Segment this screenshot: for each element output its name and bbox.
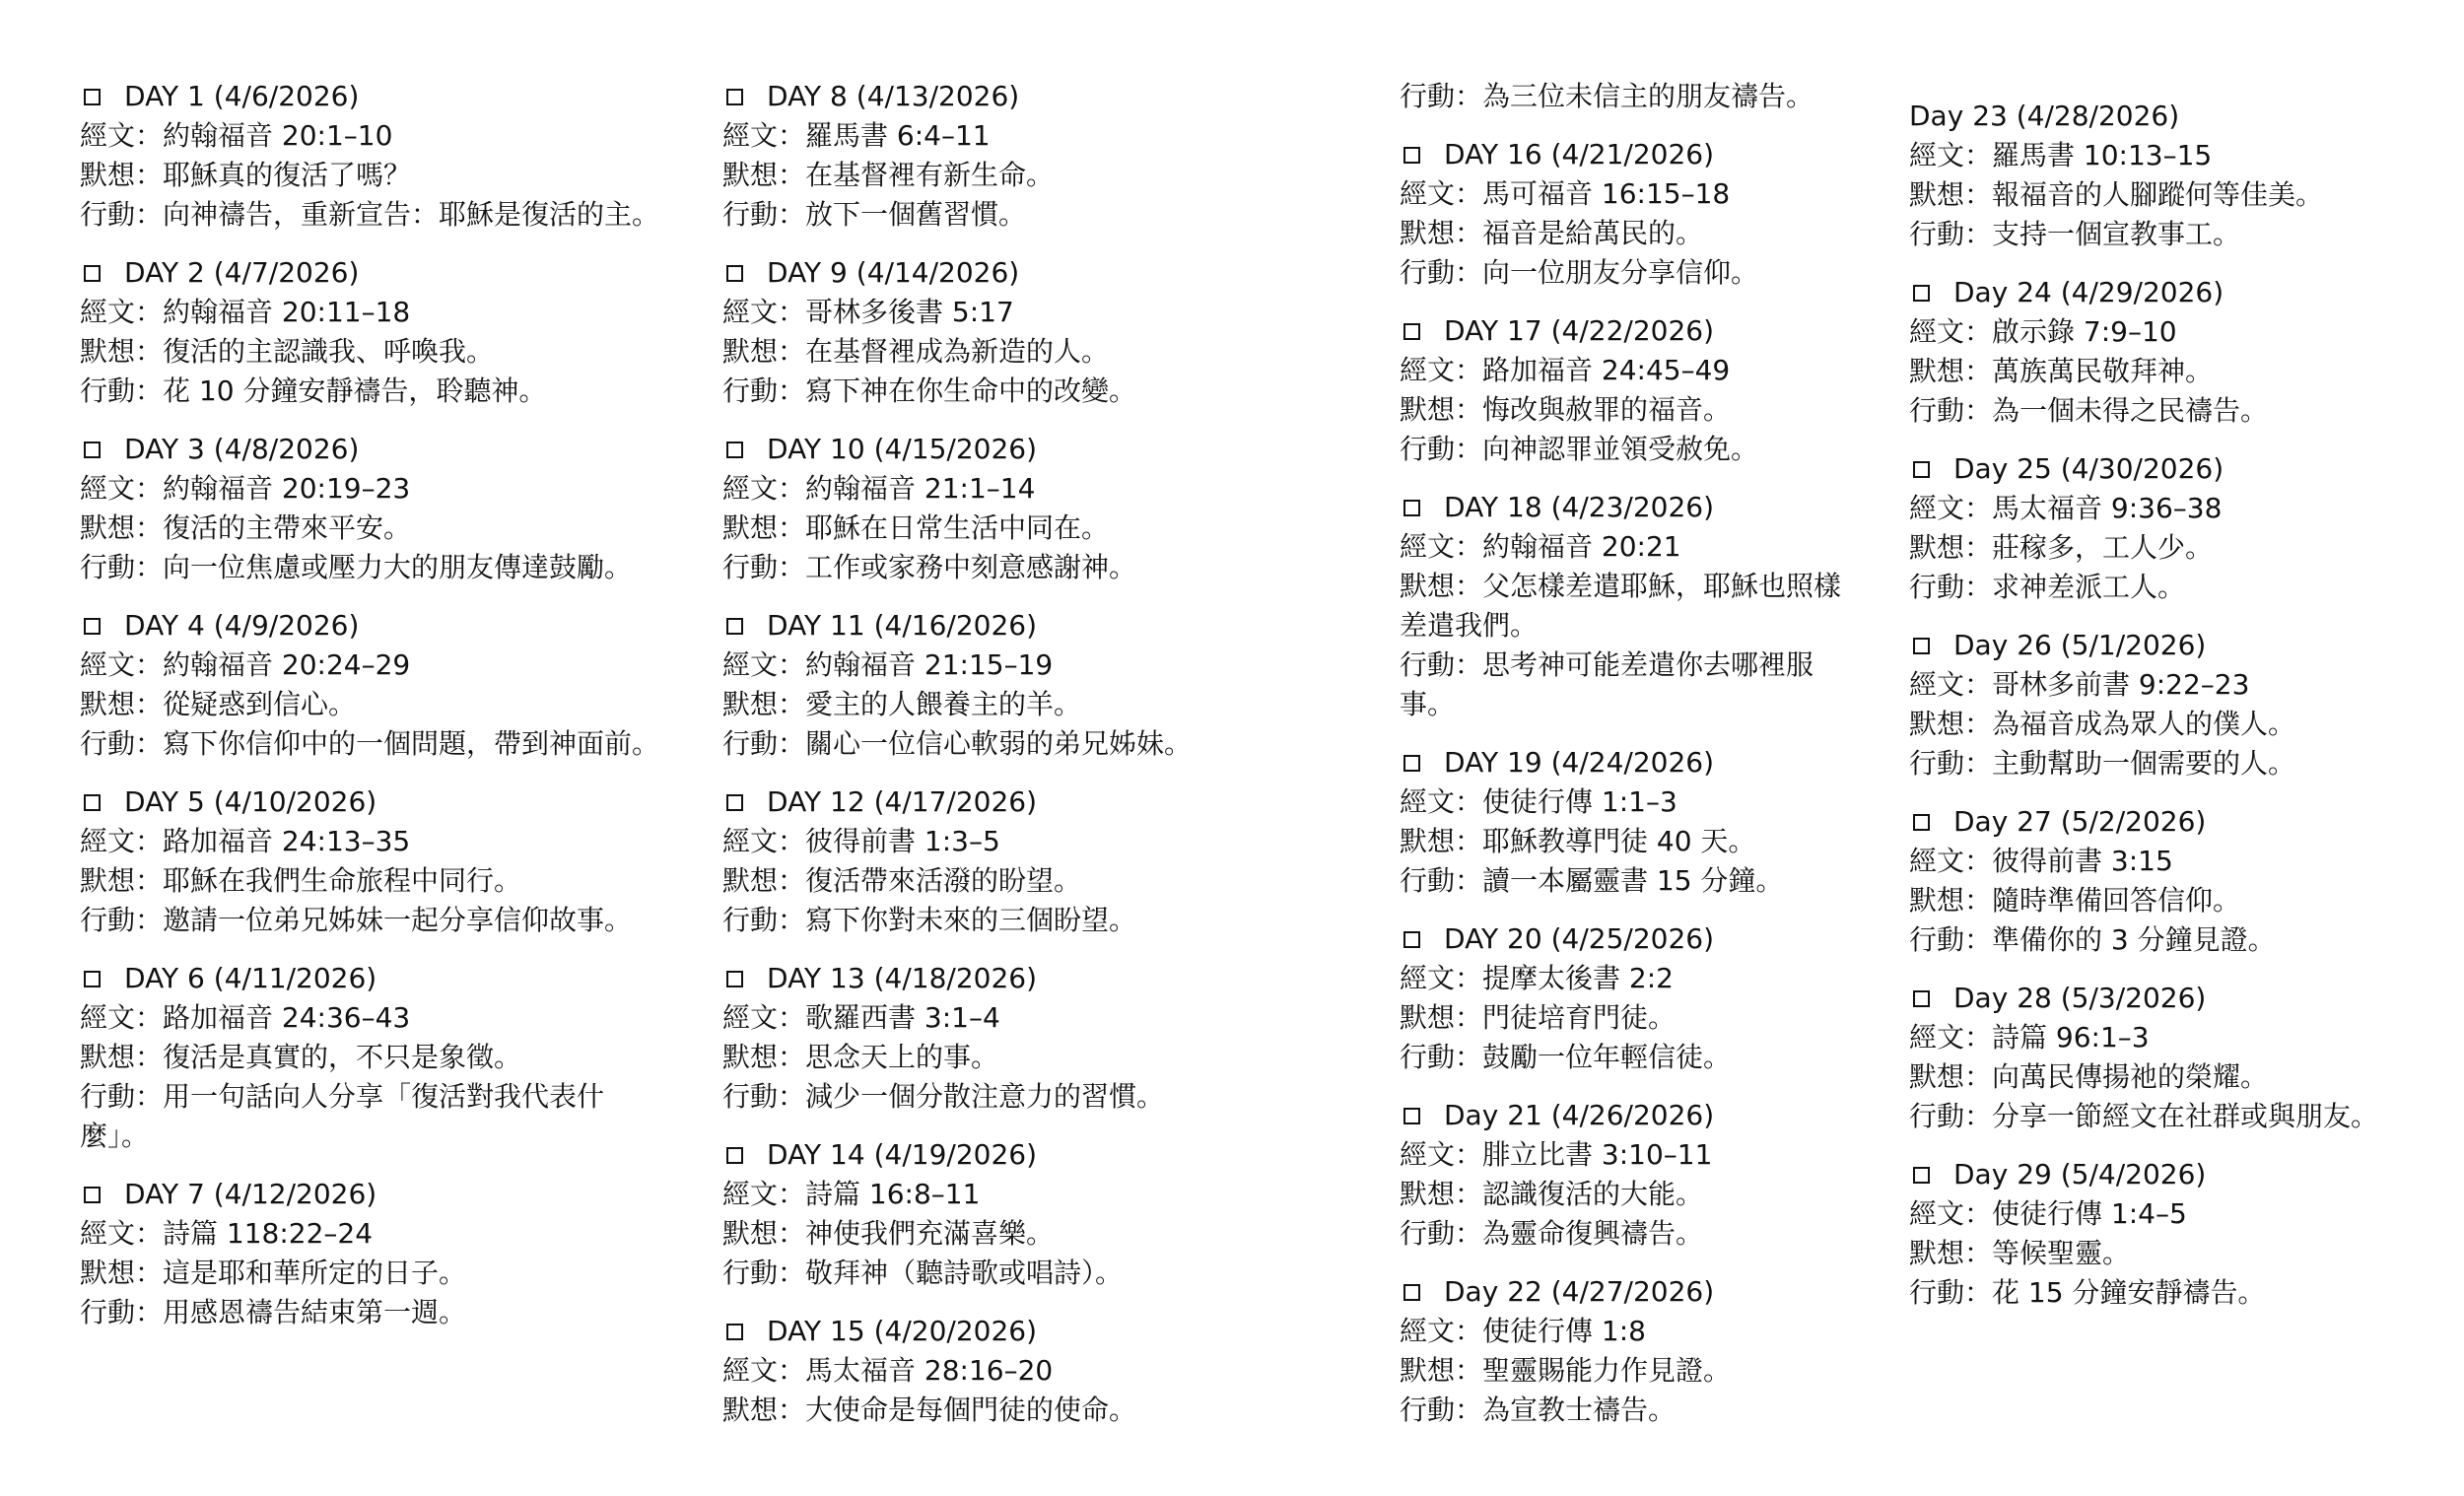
day-title: DAY 1 (4/6/2026)	[124, 80, 360, 112]
meditation-line: 默想：隨時準備回答信仰。	[1909, 884, 2241, 917]
day-title: Day 28 (5/3/2026)	[1953, 982, 2207, 1014]
day-heading	[1909, 802, 2441, 842]
day-heading	[1909, 449, 2441, 489]
meditation-line: 默想：悔改與赦罪的福音。	[1400, 393, 1732, 426]
meditation-line: 默想：認識復活的大能。	[1400, 1178, 1704, 1210]
action-line: 行動：寫下神在你生命中的改變。	[722, 374, 1137, 407]
day-title: DAY 14 (4/19/2026)	[767, 1138, 1037, 1171]
day-title: DAY 9 (4/14/2026)	[767, 256, 1020, 289]
action-line: 行動：關心一位信心軟弱的弟兄姊妹。	[722, 727, 1193, 760]
action-line: 行動：邀請一位弟兄姊妹一起分享信仰故事。	[80, 904, 633, 936]
scripture-line: 經文：馬太福音 9:36–38	[1909, 492, 2223, 524]
day-entry	[80, 253, 671, 411]
day-entry	[80, 1175, 671, 1332]
day-entry	[722, 1135, 1353, 1293]
scripture-line: 經文：詩篇 118:22–24	[80, 1217, 374, 1250]
day-heading	[1909, 97, 2441, 136]
checkbox-icon[interactable]	[84, 265, 101, 282]
meditation-line: 默想：門徒培育門徒。	[1400, 1001, 1677, 1034]
meditation-line: 默想：報福音的人腳蹤何等佳美。	[1909, 178, 2324, 211]
action-line: 行動：放下一個舊習慣。	[722, 198, 1027, 231]
day-title: DAY 17 (4/22/2026)	[1444, 314, 1714, 347]
day-entry	[722, 959, 1353, 1117]
day-heading	[1400, 1272, 1853, 1312]
meditation-line: 默想：復活的主認識我、呼喚我。	[80, 335, 495, 368]
day-entry	[1400, 135, 1853, 293]
day-title: DAY 10 (4/15/2026)	[767, 433, 1037, 465]
scripture-line: 經文：哥林多前書 9:22–23	[1909, 668, 2250, 701]
checkbox-icon[interactable]	[1913, 1167, 1930, 1184]
checkbox-icon[interactable]	[1403, 1108, 1420, 1124]
action-line: 行動：向一位朋友分享信仰。	[1400, 256, 1759, 289]
day-heading	[722, 606, 1353, 646]
day-entry	[1909, 979, 2441, 1136]
day-title: Day 22 (4/27/2026)	[1444, 1275, 1715, 1308]
meditation-line: 默想：耶穌在日常生活中同在。	[722, 511, 1110, 544]
checkbox-icon[interactable]	[1913, 638, 1930, 654]
scripture-line: 經文：約翰福音 20:19–23	[80, 472, 411, 505]
action-line: 行動：為一個未得之民禱告。	[1909, 394, 2269, 427]
meditation-line: 默想：在基督裡有新生命。	[722, 159, 1055, 191]
checkbox-icon[interactable]	[1913, 990, 1930, 1007]
day-heading	[1400, 1096, 1853, 1135]
action-line: 行動：工作或家務中刻意感謝神。	[722, 551, 1137, 583]
day-entry	[80, 606, 671, 764]
meditation-line: 默想：愛主的人餵養主的羊。	[722, 688, 1082, 720]
checkbox-icon[interactable]	[84, 89, 101, 105]
checkbox-icon[interactable]	[1403, 323, 1420, 340]
day-title: DAY 15 (4/20/2026)	[767, 1315, 1037, 1347]
checkbox-icon[interactable]	[726, 1147, 743, 1164]
day-heading	[722, 1135, 1353, 1175]
checkbox-icon[interactable]	[84, 442, 101, 458]
day-entry	[1400, 743, 1853, 901]
day-heading	[722, 77, 1353, 116]
checkbox-icon[interactable]	[726, 794, 743, 811]
day-entry	[1400, 1096, 1853, 1254]
checkbox-icon[interactable]	[84, 618, 101, 635]
checkbox-icon[interactable]	[726, 618, 743, 635]
day-entry	[80, 782, 671, 940]
day-heading	[80, 782, 671, 822]
day-title: Day 27 (5/2/2026)	[1953, 805, 2207, 838]
scripture-line: 經文：詩篇 16:8–11	[722, 1178, 981, 1210]
scripture-line: 經文：詩篇 96:1–3	[1909, 1021, 2150, 1054]
day-heading	[722, 959, 1353, 998]
scripture-line: 經文：使徒行傳 1:1–3	[1400, 785, 1677, 818]
checkbox-icon[interactable]	[1913, 461, 1930, 478]
day-title: DAY 4 (4/9/2026)	[124, 609, 360, 642]
day-heading	[1400, 135, 1853, 174]
meditation-line: 默想：福音是給萬民的。	[1400, 217, 1704, 249]
scripture-line: 經文：馬可福音 16:15–18	[1400, 177, 1731, 210]
meditation-line: 默想：萬族萬民敬拜神。	[1909, 355, 2214, 387]
day-entry	[1400, 1272, 1853, 1430]
day-title: Day 23 (4/28/2026)	[1909, 100, 2180, 132]
scripture-line: 經文：約翰福音 21:15–19	[722, 648, 1054, 681]
column-4	[1909, 97, 2441, 1331]
column-2	[722, 77, 1353, 1449]
checkbox-icon[interactable]	[84, 1187, 101, 1203]
meditation-line: 默想：神使我們充滿喜樂。	[722, 1217, 1055, 1250]
scripture-line: 經文：哥林多後書 5:17	[722, 296, 1014, 328]
day-title: Day 24 (4/29/2026)	[1953, 276, 2224, 308]
day-heading	[722, 253, 1353, 293]
day-heading	[1909, 979, 2441, 1018]
checkbox-icon[interactable]	[1403, 147, 1420, 164]
day-title: DAY 7 (4/12/2026)	[124, 1178, 377, 1210]
meditation-line: 默想：耶穌在我們生命旅程中同行。	[80, 864, 522, 897]
day-heading	[722, 1312, 1353, 1351]
action-line: 行動：寫下你信仰中的一個問題，帶到神面前。	[80, 727, 660, 760]
day-entry	[1400, 311, 1853, 469]
day-entry	[1909, 802, 2441, 960]
action-line: 行動：讀一本屬靈書 15 分鐘。	[1400, 864, 1784, 897]
action-line: 行動：用一句話向人分享「復活對我代表什麼」。	[80, 1080, 605, 1152]
meditation-line: 默想：在基督裡成為新造的人。	[722, 335, 1110, 368]
checkbox-icon[interactable]	[1403, 931, 1420, 948]
day-heading	[80, 1175, 671, 1214]
scripture-line: 經文：約翰福音 20:11–18	[80, 296, 411, 328]
day-title: DAY 6 (4/11/2026)	[124, 962, 377, 994]
day-entry	[722, 606, 1353, 764]
scripture-line: 經文：彼得前書 3:15	[1909, 845, 2173, 877]
day-entry	[1909, 97, 2441, 254]
action-line: 行動：鼓勵一位年輕信徒。	[1400, 1041, 1732, 1073]
day-entry	[1400, 919, 1853, 1077]
day-title: DAY 13 (4/18/2026)	[767, 962, 1037, 994]
scripture-line: 經文：路加福音 24:36–43	[80, 1001, 411, 1034]
day-title: Day 25 (4/30/2026)	[1953, 452, 2224, 485]
day-entry	[722, 1312, 1353, 1430]
scripture-line: 經文：使徒行傳 1:4–5	[1909, 1197, 2187, 1230]
meditation-line: 默想：思念天上的事。	[722, 1041, 999, 1073]
meditation-line: 默想：向萬民傳揚祂的榮耀。	[1909, 1060, 2269, 1093]
scripture-line: 經文：羅馬書 10:13–15	[1909, 139, 2213, 171]
action-line: 行動：用感恩禱告結束第一週。	[80, 1296, 467, 1328]
day-entry	[80, 430, 671, 587]
checkbox-icon[interactable]	[1913, 285, 1930, 302]
scripture-line: 經文：約翰福音 20:21	[1400, 530, 1681, 563]
scripture-line: 經文：約翰福音 21:1–14	[722, 472, 1036, 505]
column-3	[1400, 77, 1853, 1449]
meditation-line: 默想：復活帶來活潑的盼望。	[722, 864, 1082, 897]
action-line: 行動：敬拜神（聽詩歌或唱詩）。	[722, 1257, 1124, 1289]
meditation-line: 默想：等候聖靈。	[1909, 1237, 2131, 1269]
meditation-line: 默想：復活的主帶來平安。	[80, 511, 412, 544]
action-line: 行動：求神差派工人。	[1909, 571, 2186, 603]
action-line: 行動：向神認罪並領受赦免。	[1400, 433, 1759, 465]
day-heading	[80, 430, 671, 469]
action-line: 行動：主動幫助一個需要的人。	[1909, 747, 2296, 780]
scripture-line: 經文：彼得前書 1:3–5	[722, 825, 1000, 857]
meditation-line: 默想：大使命是每個門徒的使命。	[722, 1394, 1137, 1426]
meditation-line: 默想：父怎樣差遣耶穌，耶穌也照樣差遣我們。	[1400, 570, 1842, 642]
checkbox-icon[interactable]	[1403, 500, 1420, 516]
scripture-line: 經文：路加福音 24:45–49	[1400, 354, 1731, 386]
day-heading	[1909, 1155, 2441, 1194]
action-line: 行動：花 15 分鐘安靜禱告。	[1909, 1276, 2266, 1309]
day-title: DAY 8 (4/13/2026)	[767, 80, 1020, 112]
day-title: DAY 20 (4/25/2026)	[1444, 922, 1714, 955]
day-entry	[1909, 273, 2441, 431]
meditation-line: 默想：從疑惑到信心。	[80, 688, 357, 720]
scripture-line: 經文：使徒行傳 1:8	[1400, 1315, 1646, 1347]
day-heading	[80, 253, 671, 293]
scripture-line: 經文：歌羅西書 3:1–4	[722, 1001, 1000, 1034]
day-title: Day 21 (4/26/2026)	[1444, 1099, 1715, 1131]
day-heading	[1400, 488, 1853, 527]
action-line: 行動：花 10 分鐘安靜禱告，聆聽神。	[80, 374, 547, 407]
meditation-line: 默想：耶穌教導門徒 40 天。	[1400, 825, 1756, 857]
day-heading	[80, 77, 671, 116]
meditation-line: 默想：這是耶和華所定的日子。	[80, 1257, 467, 1289]
day-title: DAY 19 (4/24/2026)	[1444, 746, 1714, 779]
checkbox-icon[interactable]	[726, 971, 743, 987]
day-entry	[722, 782, 1353, 940]
day-title: Day 26 (5/1/2026)	[1953, 629, 2207, 661]
day-entry	[80, 959, 671, 1156]
day-heading	[80, 606, 671, 646]
checkbox-icon[interactable]	[1403, 755, 1420, 772]
checkbox-icon[interactable]	[84, 794, 101, 811]
checkbox-icon[interactable]	[726, 265, 743, 282]
day-title: DAY 16 (4/21/2026)	[1444, 138, 1714, 170]
action-line: 行動：為靈命復興禱告。	[1400, 1217, 1704, 1250]
day-heading	[1400, 743, 1853, 782]
meditation-line: 默想：復活是真實的，不只是象徵。	[80, 1041, 522, 1073]
day-entry	[1909, 626, 2441, 783]
column-1	[80, 77, 671, 1351]
action-line: 行動：準備你的 3 分鐘見證。	[1909, 923, 2276, 956]
scripture-line: 經文：羅馬書 6:4–11	[722, 119, 991, 152]
scripture-line: 經文：腓立比書 3:10–11	[1400, 1138, 1713, 1171]
scripture-line: 經文：啟示錄 7:9–10	[1909, 315, 2177, 348]
day-heading	[1400, 311, 1853, 351]
day-entry	[722, 253, 1353, 411]
checkbox-icon[interactable]	[1913, 814, 1930, 831]
action-line: 行動：減少一個分散注意力的習慣。	[722, 1080, 1165, 1113]
day-title: DAY 11 (4/16/2026)	[767, 609, 1037, 642]
checkbox-icon[interactable]	[1403, 1284, 1420, 1301]
continued-action-line: 行動：為三位未信主的朋友禱告。	[1400, 80, 1814, 112]
day-heading	[722, 430, 1353, 469]
day-entry	[1909, 449, 2441, 607]
day-title: DAY 18 (4/23/2026)	[1444, 491, 1714, 523]
scripture-line: 經文：約翰福音 20:24–29	[80, 648, 411, 681]
day-entry	[1400, 488, 1853, 724]
day-entry	[80, 77, 671, 235]
day-title: Day 29 (5/4/2026)	[1953, 1158, 2207, 1190]
meditation-line: 默想：耶穌真的復活了嗎？	[80, 159, 412, 191]
day-heading	[1909, 273, 2441, 312]
checkbox-icon[interactable]	[726, 442, 743, 458]
day-heading	[1400, 919, 1853, 959]
action-line: 行動：分享一節經文在社群或與朋友。	[1909, 1100, 2379, 1132]
day-title: DAY 5 (4/10/2026)	[124, 785, 377, 818]
action-line: 行動：為宣教士禱告。	[1400, 1394, 1677, 1426]
meditation-line: 默想：莊稼多，工人少。	[1909, 531, 2214, 564]
checkbox-icon[interactable]	[726, 1324, 743, 1340]
scripture-line: 經文：提摩太後書 2:2	[1400, 962, 1674, 994]
day-entry	[1909, 1155, 2441, 1313]
action-line: 行動：寫下你對未來的三個盼望。	[722, 904, 1137, 936]
meditation-line: 默想：為福音成為眾人的僕人。	[1909, 708, 2296, 740]
day-title: DAY 3 (4/8/2026)	[124, 433, 360, 465]
action-line: 行動：向一位焦慮或壓力大的朋友傳達鼓勵。	[80, 551, 633, 583]
checkbox-icon[interactable]	[84, 971, 101, 987]
day-title: DAY 2 (4/7/2026)	[124, 256, 360, 289]
meditation-line: 默想：聖靈賜能力作見證。	[1400, 1354, 1732, 1387]
day-heading	[722, 782, 1353, 822]
action-line: 行動：向神禱告，重新宣告：耶穌是復活的主。	[80, 198, 660, 231]
day-title: DAY 12 (4/17/2026)	[767, 785, 1037, 818]
action-line: 行動：支持一個宣教事工。	[1909, 218, 2241, 250]
action-line: 行動：思考神可能差遣你去哪裡服事。	[1400, 648, 1814, 720]
scripture-line: 經文：馬太福音 28:16–20	[722, 1354, 1054, 1387]
day-entry	[722, 77, 1353, 235]
scripture-line: 經文：路加福音 24:13–35	[80, 825, 411, 857]
day-heading	[80, 959, 671, 998]
checkbox-icon[interactable]	[726, 89, 743, 105]
scripture-line: 經文：約翰福音 20:1–10	[80, 119, 393, 152]
day-entry	[722, 430, 1353, 587]
day-heading	[1909, 626, 2441, 665]
